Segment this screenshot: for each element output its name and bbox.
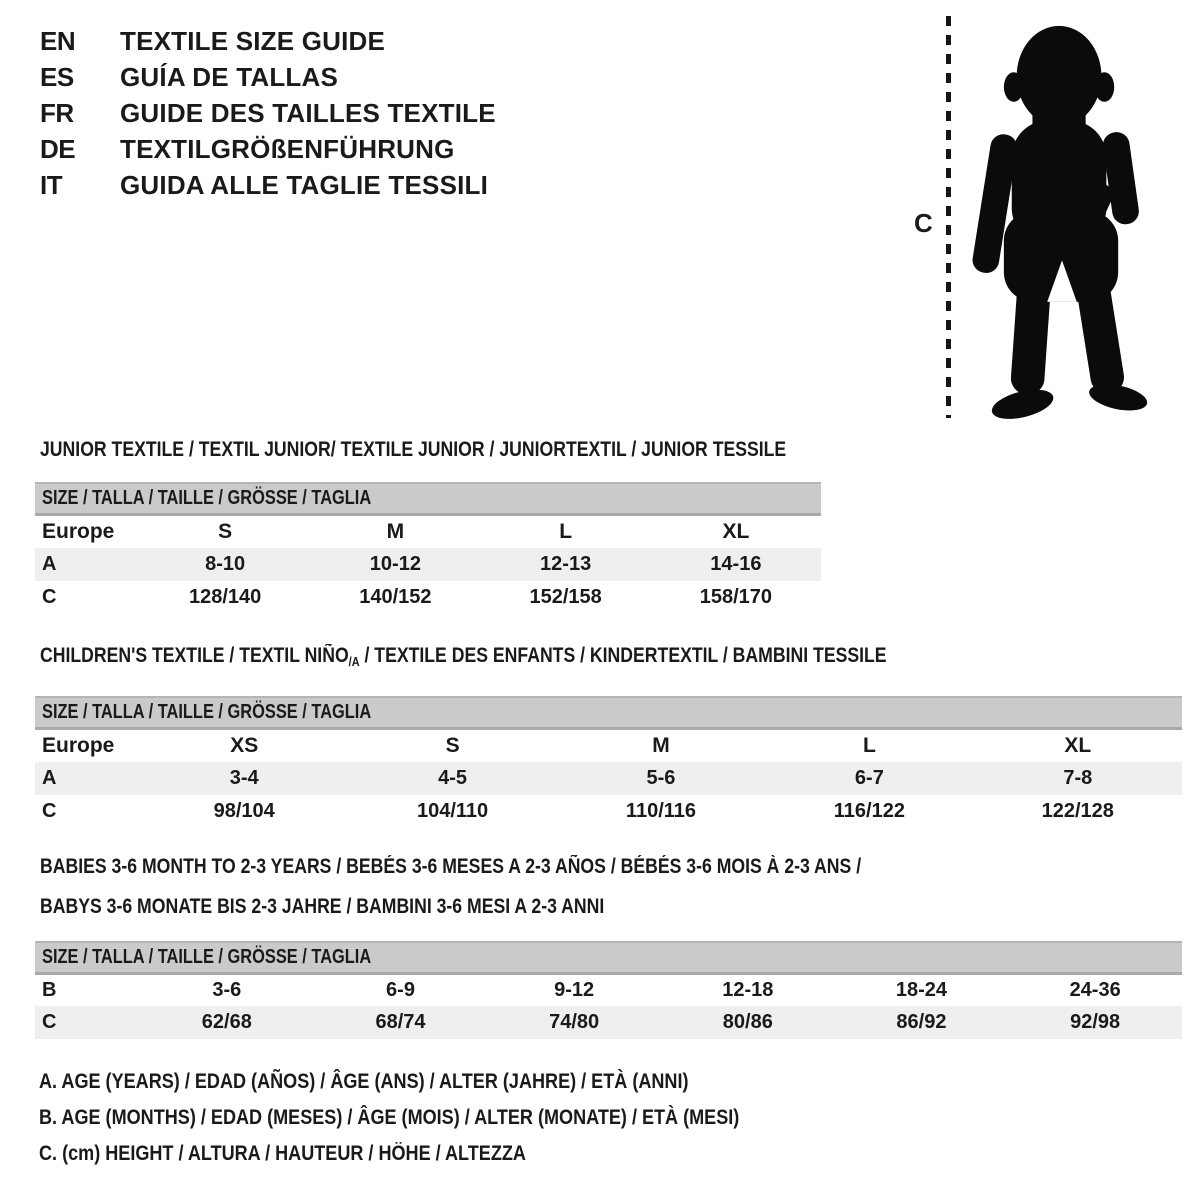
section-title-text: / TEXTILE DES ENFANTS / KINDERTEXTIL / BAMBINI TESSILE <box>359 644 887 667</box>
table-cell: 6-7 <box>765 762 973 795</box>
section-childrens-textile <box>35 643 1182 828</box>
table-cell: 80/86 <box>661 1006 835 1039</box>
row-label: C <box>42 586 57 608</box>
size-column-header: S <box>218 519 233 543</box>
table-cell: 128/140 <box>188 586 262 608</box>
section-title-subscript: /A <box>348 654 360 669</box>
section-junior-textile <box>35 437 821 614</box>
table-row-height <box>35 795 1182 828</box>
language-row-it <box>40 170 496 206</box>
legend-line-age-years: A. AGE (YEARS) / EDAD (AÑOS) / ÂGE (ANS) / ALTER (JAHRE) / ETÀ (ANNI) <box>39 1070 689 1093</box>
baby-figure <box>900 12 1190 427</box>
language-title: TEXTILGRÖßENFÜHRUNG <box>120 134 455 164</box>
language-code: EN <box>40 26 76 56</box>
section-babies-textile <box>35 847 1182 1039</box>
table-cell: 18-24 <box>895 978 948 1001</box>
language-title: GUIDA ALLE TAGLIE TESSILI <box>120 170 489 200</box>
language-code: ES <box>40 62 74 92</box>
language-title: TEXTILE SIZE GUIDE <box>120 26 386 56</box>
table-cell: 3-4 <box>140 762 348 795</box>
table-row-height <box>35 581 821 614</box>
junior-size-table <box>35 482 821 614</box>
size-column-header: XL <box>722 519 750 543</box>
language-code: FR <box>40 98 74 128</box>
table-row-age <box>35 762 1182 795</box>
language-row-en <box>40 26 496 62</box>
table-columns-row <box>35 514 821 548</box>
table-row-age <box>35 548 821 581</box>
table-row-height <box>35 1006 1182 1039</box>
table-cell: 68/74 <box>314 1006 488 1039</box>
region-label: Europe <box>42 519 115 543</box>
table-cell: 86/92 <box>835 1006 1009 1039</box>
section-title-line2: BABYS 3-6 MONATE BIS 2-3 JAHRE / BAMBINI 3-6 MESI A 2-3 ANNI <box>40 895 605 918</box>
size-header-band <box>35 942 1182 973</box>
babies-size-table <box>35 941 1182 1039</box>
children-size-table <box>35 696 1182 828</box>
table-cell: 104/110 <box>416 800 489 822</box>
size-column-header: M <box>386 519 405 543</box>
table-row-months <box>35 973 1182 1006</box>
table-cell: 8-10 <box>140 548 310 581</box>
size-column-header: S <box>445 733 460 757</box>
table-cell: 7-8 <box>974 762 1182 795</box>
section-title-text: CHILDREN'S TEXTILE / TEXTIL NIÑO <box>40 644 349 667</box>
table-cell: 3-6 <box>212 978 242 1001</box>
table-cell: 62/68 <box>140 1006 314 1039</box>
table-columns-row <box>35 728 1182 762</box>
language-row-fr <box>40 98 496 134</box>
language-header <box>40 26 496 206</box>
table-cell: 122/128 <box>1041 800 1114 822</box>
language-row-es <box>40 62 496 98</box>
size-column-header: XS <box>230 733 259 757</box>
language-row-de <box>40 134 496 170</box>
table-cell: 74/80 <box>487 1006 661 1039</box>
table-cell: 116/122 <box>833 800 905 822</box>
size-header-label: SIZE / TALLA / TAILLE / GRÖSSE / TAGLIA <box>42 487 372 510</box>
height-measure-line <box>946 16 951 418</box>
table-cell: 12-18 <box>722 978 774 1001</box>
table-cell: 110/116 <box>625 800 697 822</box>
size-header-label: SIZE / TALLA / TAILLE / GRÖSSE / TAGLIA <box>42 701 372 724</box>
size-column-header: L <box>862 733 876 757</box>
size-column-header: M <box>652 733 670 757</box>
table-cell: 9-12 <box>554 978 595 1001</box>
row-label: A <box>35 548 140 581</box>
section-title-line1: BABIES 3-6 MONTH TO 2-3 YEARS / BEBÉS 3-6 MESES A 2-3 AÑOS / BÉBÉS 3-6 MOIS À 2-3 ANS / <box>40 855 862 878</box>
table-cell: 158/170 <box>699 586 773 608</box>
size-column-header: L <box>559 519 573 543</box>
table-cell: 10-12 <box>310 548 480 581</box>
table-cell: 24-36 <box>1069 978 1121 1001</box>
table-cell: 152/158 <box>529 586 602 608</box>
table-cell: 4-5 <box>348 762 556 795</box>
table-cell: 6-9 <box>386 978 415 1001</box>
table-cell: 140/152 <box>359 586 432 608</box>
legend <box>39 1064 853 1172</box>
baby-silhouette-icon <box>962 20 1162 424</box>
table-cell: 12-13 <box>481 548 651 581</box>
size-header-label: SIZE / TALLA / TAILLE / GRÖSSE / TAGLIA <box>42 946 372 969</box>
language-code: DE <box>40 134 76 164</box>
size-header-band <box>35 697 1182 728</box>
row-label: A <box>35 762 140 795</box>
table-cell: 92/98 <box>1008 1006 1182 1039</box>
legend-line-age-months: B. AGE (MONTHS) / EDAD (MESES) / ÂGE (MOIS) / ALTER (MONATE) / ETÀ (MESI) <box>39 1106 740 1129</box>
table-cell: 5-6 <box>557 762 765 795</box>
height-measure-label: C <box>914 208 933 238</box>
legend-line-height: C. (cm) HEIGHT / ALTURA / HAUTEUR / HÖHE / ALTEZZA <box>39 1142 526 1165</box>
size-header-band <box>35 483 821 514</box>
language-code: IT <box>40 170 63 200</box>
row-label: B <box>42 978 57 1001</box>
table-cell: 98/104 <box>213 800 275 822</box>
language-title: GUIDE DES TAILLES TEXTILE <box>120 98 496 128</box>
row-label: C <box>35 1006 140 1039</box>
region-label: Europe <box>42 733 115 757</box>
section-title <box>40 643 999 675</box>
language-title: GUÍA DE TALLAS <box>120 62 339 92</box>
size-column-header: XL <box>1064 733 1092 757</box>
row-label: C <box>42 800 57 822</box>
section-title: JUNIOR TEXTILE / TEXTIL JUNIOR/ TEXTILE JUNIOR / JUNIORTEXTIL / JUNIOR TESSILE <box>40 438 787 461</box>
table-cell: 14-16 <box>651 548 821 581</box>
